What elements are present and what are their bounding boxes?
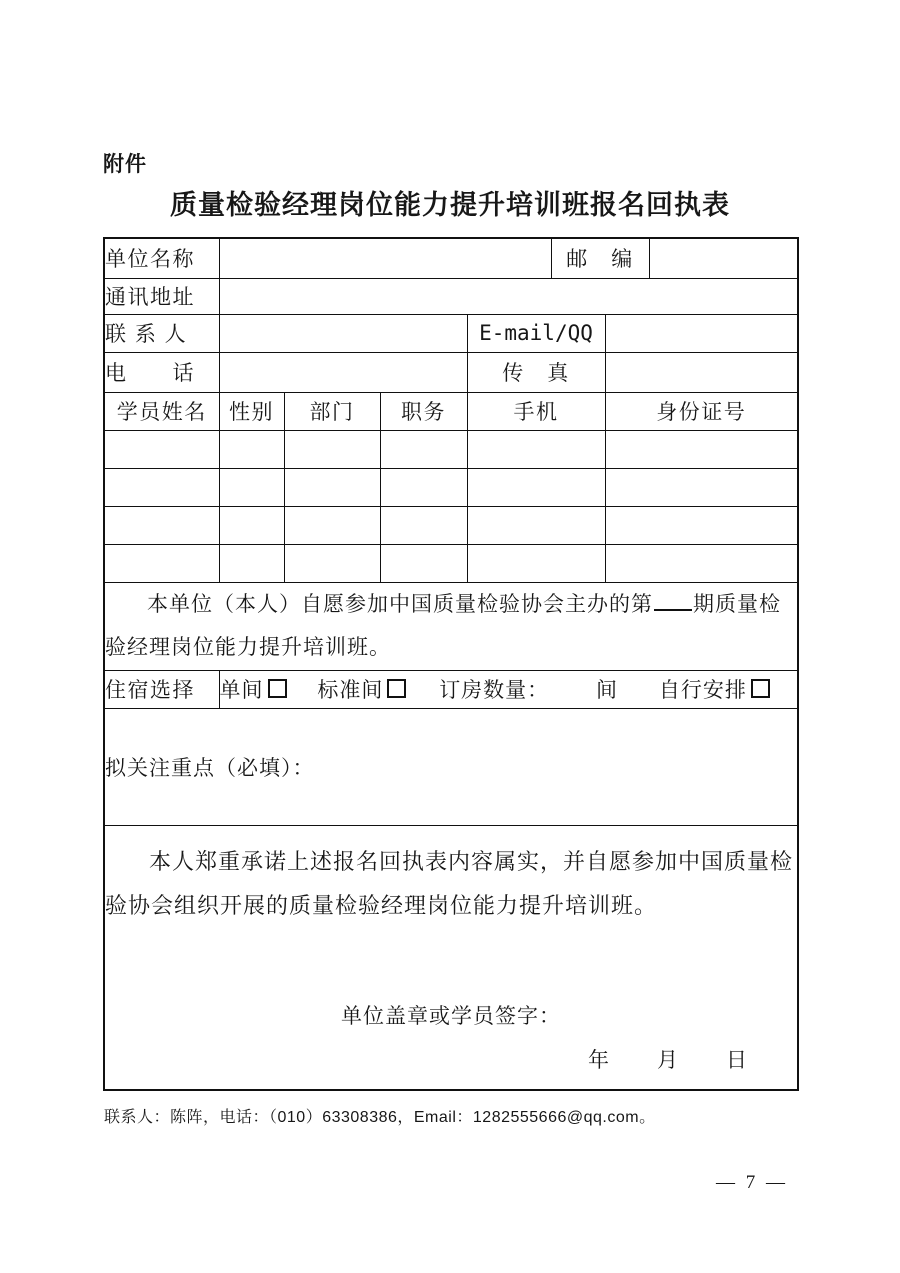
id-number-cell[interactable] [605,468,798,506]
student-row [104,544,798,582]
student-header-row [104,392,798,430]
fax-label: 传 真 [467,352,605,392]
single-room-option [220,679,287,702]
postal-code-field[interactable] [649,238,798,278]
department-cell[interactable] [284,430,380,468]
phone-field[interactable] [219,352,467,392]
position-cell[interactable] [380,544,467,582]
issue-number-blank[interactable] [654,607,692,611]
department-header: 部门 [284,392,380,430]
id-number-cell[interactable] [605,506,798,544]
id-number-cell[interactable] [605,430,798,468]
attachment-label: 附件 [103,153,147,176]
single-room-label: 单间 [219,679,264,702]
unit-name-row [104,238,798,278]
student-row [104,430,798,468]
student-name-cell[interactable] [104,544,219,582]
postal-code-label: 邮 编 [551,238,649,278]
commitment-statement: 本人郑重承诺上述报名回执表内容属实，并自愿参加中国质量检验协会组织开展的质量检验经理岗位能力提升培训班。 [105,849,794,919]
position-header: 职务 [380,392,467,430]
date-line: 年 月 日 [588,1049,749,1073]
standard-room-option [317,679,406,702]
signature-label: 单位盖章或学员签字： [341,1005,561,1029]
mobile-cell[interactable] [467,506,605,544]
student-row [104,506,798,544]
focus-row [104,708,798,825]
footer-contact: 联系人：陈阵，电话：（010）63308386，Email：1282555666@qq.com。 [104,1109,656,1126]
student-row [104,468,798,506]
mobile-cell[interactable] [467,430,605,468]
single-room-checkbox[interactable] [268,679,287,698]
position-cell[interactable] [380,430,467,468]
gender-cell[interactable] [219,544,284,582]
department-cell[interactable] [284,468,380,506]
quantity-unit-label: 间 [596,679,619,702]
gender-header: 性别 [219,392,284,430]
accommodation-label: 住宿选择 [104,670,219,708]
address-field[interactable] [219,278,798,314]
position-cell[interactable] [380,506,467,544]
email-qq-label: E-mail/QQ [467,314,605,352]
accommodation-row [104,670,798,708]
unit-name-field[interactable] [219,238,551,278]
participation-statement [104,582,798,670]
focus-field[interactable] [104,708,798,825]
self-arrange-label: 自行安排 [658,679,747,702]
commitment-row [104,825,798,1090]
participation-text-before: 本单位（本人）自愿参加中国质量检验协会主办的第 [147,593,653,616]
participation-row [104,582,798,670]
contact-name-label: 联 系 人 [104,314,219,352]
student-name-header: 学员姓名 [104,392,219,430]
participation-text-after: 期质量检验经理岗位能力提升培训班。 [105,593,781,659]
gender-cell[interactable] [219,506,284,544]
registration-form-table [103,237,799,1091]
student-name-cell[interactable] [104,430,219,468]
id-number-header: 身份证号 [605,392,798,430]
mobile-header: 手机 [467,392,605,430]
contact-name-field[interactable] [219,314,467,352]
gender-cell[interactable] [219,430,284,468]
self-arrange-checkbox[interactable] [751,679,770,698]
contact-row [104,314,798,352]
standard-room-checkbox[interactable] [387,679,406,698]
page-number: — 7 — [716,1172,788,1193]
address-label: 通讯地址 [104,278,219,314]
gender-cell[interactable] [219,468,284,506]
department-cell[interactable] [284,506,380,544]
focus-label: 拟关注重点（必填）： [105,756,315,780]
page-title: 质量检验经理岗位能力提升培训班报名回执表 [170,190,730,220]
position-cell[interactable] [380,468,467,506]
standard-room-label: 标准间 [317,679,384,702]
department-cell[interactable] [284,544,380,582]
mobile-cell[interactable] [467,468,605,506]
id-number-cell[interactable] [605,544,798,582]
student-name-cell[interactable] [104,468,219,506]
accommodation-options [219,670,798,708]
address-row [104,278,798,314]
phone-label: 电 话 [104,352,219,392]
room-quantity-label: 订房数量： [439,679,550,702]
fax-field[interactable] [605,352,798,392]
commitment-cell [104,825,798,1090]
student-name-cell[interactable] [104,506,219,544]
email-qq-field[interactable] [605,314,798,352]
self-arrange-option [659,679,770,702]
unit-name-label: 单位名称 [104,238,219,278]
mobile-cell[interactable] [467,544,605,582]
phone-row [104,352,798,392]
